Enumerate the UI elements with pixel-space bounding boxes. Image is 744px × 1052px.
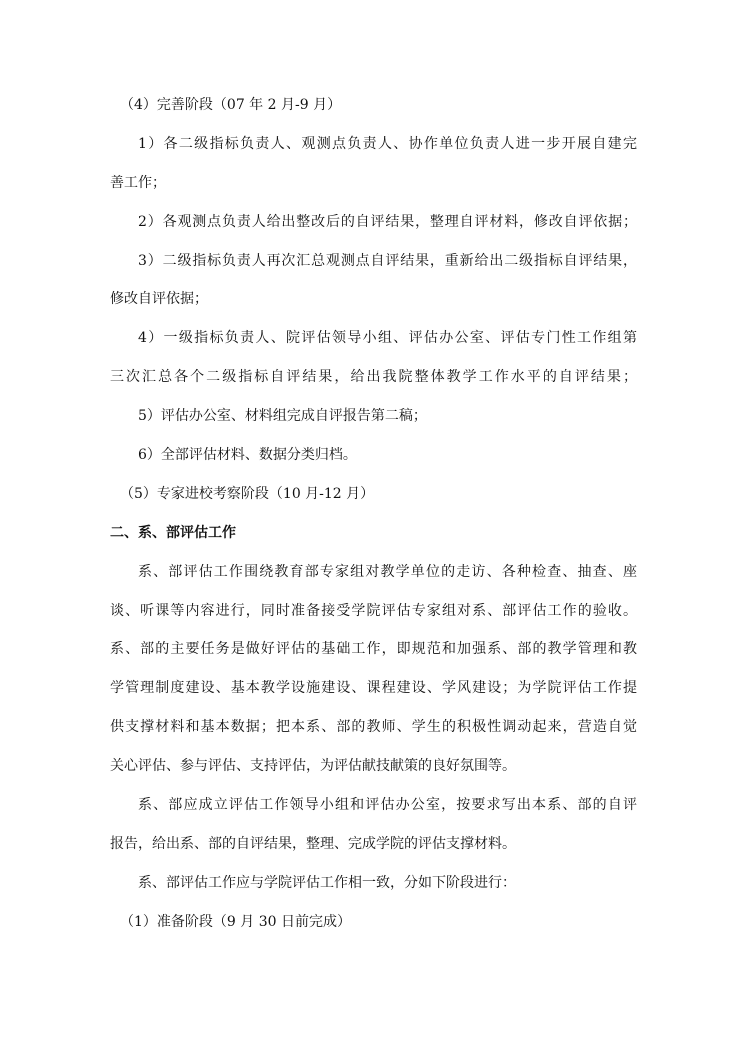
text-line: 系、部评估工作围绕教育部专家组对教学单位的走访、各种检查、抽查、座 <box>138 563 637 580</box>
text-line: 2）各观测点负责人给出整改后的自评结果，整理自评材料，修改自评依据； <box>138 213 637 230</box>
stage-heading: （1）准备阶段（9 月 30 日前完成） <box>120 913 351 930</box>
text-line: 系、部应成立评估工作领导小组和评估办公室，按要求写出本系、部的自评 <box>138 797 637 814</box>
text-line: 三次汇总各个二级指标自评结果，给出我院整体教学工作水平的自评结果； <box>110 369 637 386</box>
text-line: 系、部评估工作应与学院评估工作相一致，分如下阶段进行： <box>138 874 516 891</box>
text-line: 1）各二级指标负责人、观测点负责人、协作单位负责人进一步开展自建完 <box>138 135 637 152</box>
document-page <box>110 86 637 942</box>
section-heading: 二、系、部评估工作 <box>110 524 236 541</box>
text-line: 6）全部评估材料、数据分类归档。 <box>138 447 357 464</box>
stage-heading: （5）专家进校考察阶段（10 月-12 月） <box>120 485 375 502</box>
text-line: 系、部的主要任务是做好评估的基础工作，即规范和加强系、部的教学管理和教 <box>110 641 637 658</box>
text-line: 4）一级指标负责人、院评估领导小组、评估办公室、评估专门性工作组第 <box>138 330 637 347</box>
text-line: 报告，给出系、部的自评结果，整理、完成学院的评估支撑材料。 <box>110 835 516 852</box>
text-line: 谈、听课等内容进行，同时准备接受学院评估专家组对系、部评估工作的验收。 <box>110 602 637 619</box>
stage-heading: （4）完善阶段（07 年 2 月-9 月） <box>120 97 342 113</box>
text-line: 3）二级指标负责人再次汇总观测点自评结果，重新给出二级指标自评结果， <box>138 252 637 269</box>
text-line: 供支撑材料和基本数据；把本系、部的教师、学生的积极性调动起来，营造自觉 <box>110 719 637 736</box>
text-line: 5）评估办公室、材料组完成自评报告第二稿； <box>138 408 427 425</box>
text-line: 善工作； <box>110 174 166 191</box>
text-line: 修改自评依据； <box>110 291 208 308</box>
text-line: 关心评估、参与评估、支持评估，为评估献技献策的良好氛围等。 <box>110 758 516 775</box>
text-line: 学管理制度建设、基本教学设施建设、课程建设、学风建设；为学院评估工作提 <box>110 680 637 697</box>
